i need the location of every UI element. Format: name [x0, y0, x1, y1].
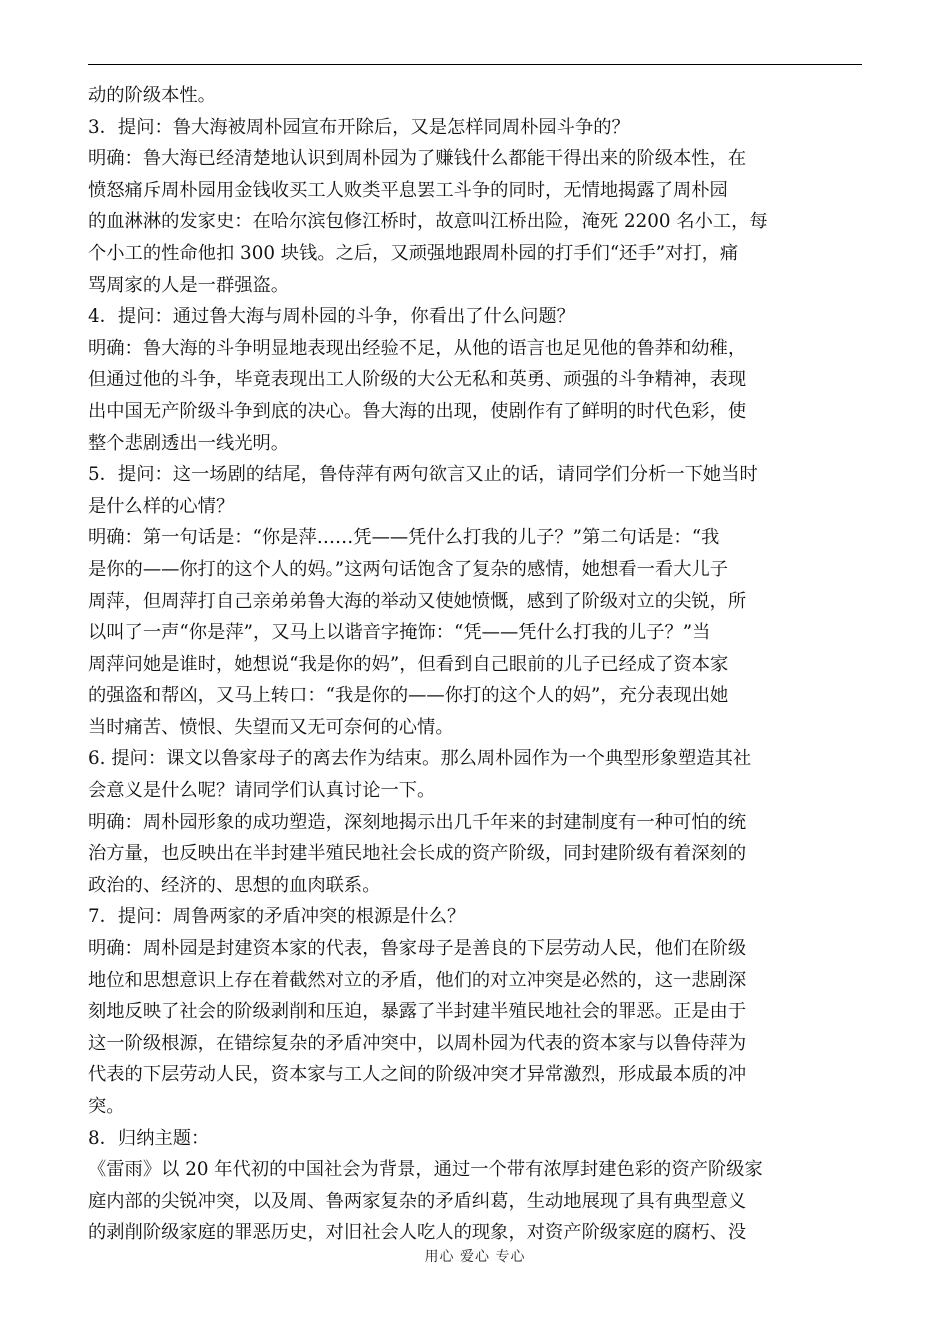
text-line: 是你的——你打的这个人的妈。”这两句话饱含了复杂的感情，她想看一看大儿子: [88, 558, 729, 580]
text-line: 明确：鲁大海已经清楚地认识到周朴园为了赚钱什么都能干得出来的阶级本性，在: [88, 148, 747, 170]
text-line: 5．提问：这一场剧的结尾，鲁侍萍有两句欲言又止的话，请同学们分析一下她当时: [88, 464, 758, 486]
text-line: 动的阶级本性。: [88, 85, 216, 106]
text-line: 明确：周朴园形象的成功塑造，深刻地揭示出几千年来的封建制度有一种可怕的统: [88, 811, 747, 833]
text-line: 这一阶级根源，在错综复杂的矛盾冲突中，以周朴园为代表的资本家与以鲁侍萍为: [88, 1032, 747, 1054]
text-line: 出中国无产阶级斗争到底的决心。鲁大海的出现，使剧作有了鲜明的时代色彩，使: [88, 400, 747, 422]
text-line: 政治的、经济的、思想的血肉联系。: [88, 874, 381, 896]
text-line: 以叫了一声“你是萍”，又马上以谐音字掩饰：“凭——凭什么打我的儿子？”当: [88, 622, 711, 644]
text-line: 3．提问：鲁大海被周朴园宣布开除后，又是怎样同周朴园斗争的？: [88, 116, 630, 138]
header-rule: [88, 64, 862, 65]
text-line: 明确：鲁大海的斗争明显地表现出经验不足，从他的语言也足见他的鲁莽和幼稚，: [88, 337, 747, 359]
text-line: 4．提问：通过鲁大海与周朴园的斗争，你看出了什么问题？: [88, 306, 575, 328]
text-line: 的强盗和帮凶，又马上转口：“我是你的——你打的这个人的妈”，充分表现出她: [88, 685, 729, 707]
text-line: 当时痛苦、愤恨、失望而又无可奈何的心情。: [88, 716, 454, 738]
text-line: 7．提问：周鲁两家的矛盾冲突的根源是什么？: [88, 906, 466, 928]
text-line: 明确：第一句话是：“你是萍……凭——凭什么打我的儿子？”第二句话是：“我: [88, 527, 720, 549]
text-line: 8．归纳主题：: [88, 1127, 210, 1149]
text-line: 是什么样的心情？: [88, 495, 235, 517]
text-line: 愤怒痛斥周朴园用金钱收买工人败类平息罢工斗争的同时，无情地揭露了周朴园: [88, 179, 728, 201]
text-line: 地位和思想意识上存在着截然对立的矛盾，他们的对立冲突是必然的，这一悲剧深: [88, 969, 747, 991]
text-line: 个小工的性命他扣 300 块钱。之后，又顽强地跟周朴园的打手们“还手”对打，痛: [88, 242, 739, 264]
page-footer: 用心 爱心 专心: [424, 1249, 526, 1265]
text-line: 的血淋淋的发家史：在哈尔滨包修江桥时，故意叫江桥出险，淹死 2200 名小工，每: [88, 211, 768, 233]
text-line: 突。: [88, 1096, 125, 1117]
text-line: 明确：周朴园是封建资本家的代表，鲁家母子是善良的下层劳动人民，他们在阶级: [88, 938, 747, 960]
text-line: 《雷雨》以 20 年代初的中国社会为背景，通过一个带有浓厚封建色彩的资产阶级家: [88, 1159, 763, 1181]
text-line: 会意义是什么呢？请同学们认真讨论一下。: [88, 780, 436, 802]
text-line: 刻地反映了社会的阶级剥削和压迫，暴露了半封建半殖民地社会的罪恶。正是由于: [88, 1001, 747, 1023]
text-line: 但通过他的斗争，毕竟表现出工人阶级的大公无私和英勇、顽强的斗争精神，表现: [88, 369, 747, 391]
text-line: 周萍问她是谁时，她想说“我是你的妈”，但看到自己眼前的儿子已经成了资本家: [88, 653, 729, 675]
text-line: 骂周家的人是一群强盗。: [88, 274, 290, 296]
text-line: 6. 提问：课文以鲁家母子的离去作为结束。那么周朴园作为一个典型形象塑造其社: [88, 748, 752, 770]
text-line: 治方量，也反映出在半封建半殖民地社会长成的资产阶级，同封建阶级有着深刻的: [88, 843, 747, 865]
text-line: 周萍，但周萍打自己亲弟弟鲁大海的举动又使她愤慨，感到了阶级对立的尖锐，所: [88, 590, 747, 612]
text-line: 代表的下层劳动人民，资本家与工人之间的阶级冲突才异常激烈，形成最本质的冲: [88, 1064, 747, 1086]
text-line: 庭内部的尖锐冲突，以及周、鲁两家复杂的矛盾纠葛，生动地展现了具有典型意义: [88, 1190, 747, 1212]
text-line: 的剥削阶级家庭的罪恶历史，对旧社会人吃人的现象，对资产阶级家庭的腐朽、没: [88, 1222, 747, 1244]
document-body: [88, 80, 864, 1249]
text-line: 整个悲剧透出一线光明。: [88, 432, 290, 454]
